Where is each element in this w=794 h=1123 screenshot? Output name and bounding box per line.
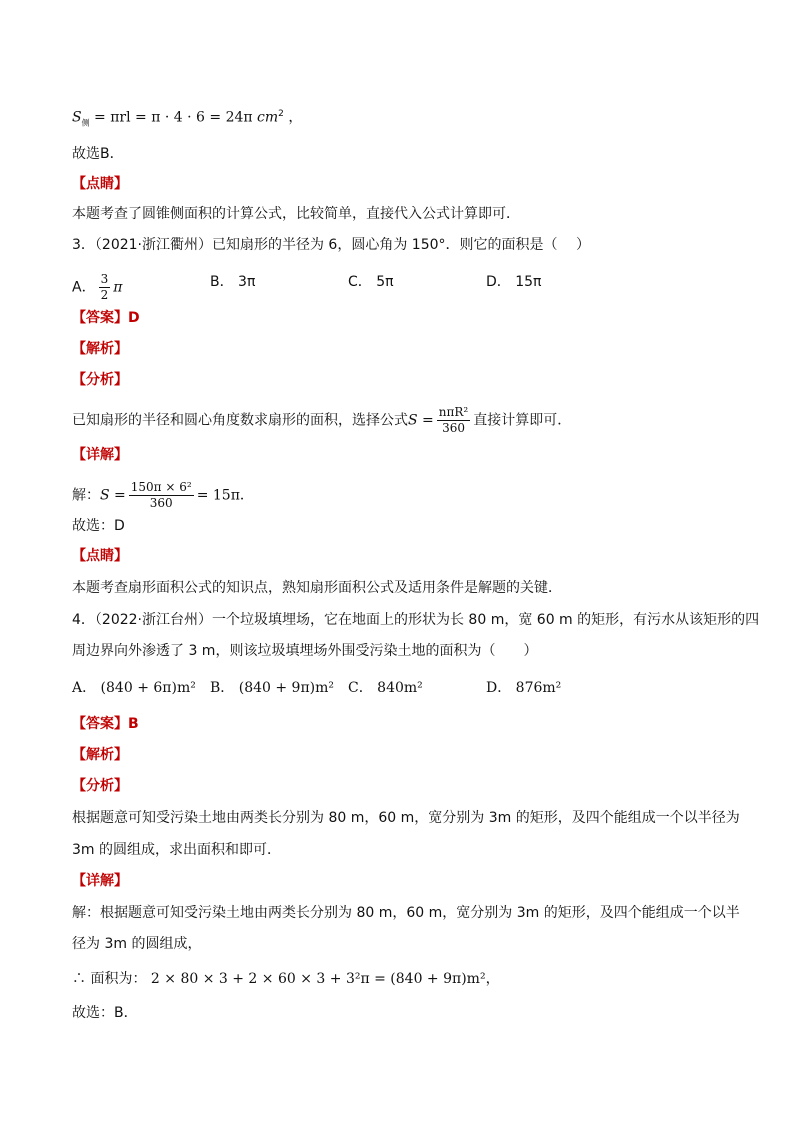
q3-comment: 本题考查扇形面积公式的知识点，熟知扇形面积公式及适用条件是解题的关键． [72,580,562,596]
q3-choice: 故选：D [72,518,125,534]
q3-option-d: D． 15π [486,274,542,290]
q4-option-d: D． 876m² [486,680,562,696]
q4-option-b: B． (840 + 9π)m² [210,680,335,696]
q3-option-a-fraction [99,272,111,303]
q3-fenxi-text: 已知扇形的半径和圆心角度数求扇形的面积，选择公式 [72,412,408,429]
q3-fenxi-fraction [437,405,470,436]
formula-rhs: = πrl = π · 4 · 6 = 24π [94,109,253,126]
q3-fenxi-formula-lhs: S = [408,412,434,429]
q3-xiangjie-rhs: = 15π． [196,487,254,504]
q3-xiangjie-fraction [129,480,194,511]
q3-stem: 3．（2021·浙江衢州）已知扇形的半径为 6，圆心角为 150°．则它的面积是（ ） [72,237,590,253]
q3-fenxi-tag: 【分析】 [72,372,128,388]
q3-jiexi: 【解析】 [72,341,128,357]
prev-comment: 本题考查了圆锥侧面积的计算公式，比较简单，直接代入公式计算即可． [72,206,520,222]
formula-subscript: 侧 [81,118,90,128]
q3-xiangjie-num: 150π × 6² [130,480,192,494]
q4-jiexi: 【解析】 [72,747,128,763]
q4-fenxi-line1: 根据题意可知受污染土地由两类长分别为 80 m，60 m，宽分别为 3m 的矩形，及四个能组成一个以半径为 [72,810,740,826]
q4-xiangjie-line3: ∴ 面积为： 2 × 80 × 3 + 2 × 60 × 3 + 3²π = (840 + 9π)m²， [72,971,500,987]
prev-comment-tag: 【点睛】 [72,176,128,192]
q4-xiangjie-line1: 解：根据题意可知受污染土地由两类长分别为 80 m，60 m，宽分别为 3m 的矩形，及四个能组成一个以半 [72,905,740,921]
q4-answer: 【答案】B [72,716,139,732]
prev-choice: 故选B． [72,146,124,162]
q3-option-c: C． 5π [348,274,394,290]
q4-xiangjie-line2: 径为 3m 的圆组成， [72,936,202,952]
q3-xiangjie [72,480,254,511]
q4-fenxi-line2: 3m 的圆组成，求出面积和即可． [72,842,281,858]
q4-option-a: A． (840 + 6π)m² [72,680,196,696]
q4-fenxi-tag: 【分析】 [72,778,128,794]
formula-trail: ， [288,109,303,126]
q4-option-c: C． 840m² [348,680,423,696]
q3-comment-tag: 【点睛】 [72,548,128,564]
q3-option-a-tail: π [113,279,123,296]
q3-option-a-den: 2 [100,288,109,302]
q4-xiangjie-tag: 【详解】 [72,873,128,889]
q3-option-a-label: A． [72,279,96,296]
q4-stem-line1: 4．（2022·浙江台州）一个垃圾填埋场，它在地面上的形状为长 80 m，宽 60 m 的矩形，有污水从该矩形的四 [72,612,760,628]
q3-xiangjie-prefix: 解： [72,487,100,504]
q3-fenxi-tail: 直接计算即可． [473,412,572,429]
q3-xiangjie-den: 360 [149,496,173,510]
q3-option-b: B． 3π [210,274,256,290]
q4-stem-line2: 周边界向外渗透了 3 m，则该垃圾填埋场外围受污染土地的面积为（ ） [72,643,538,659]
q3-xiangjie-tag: 【详解】 [72,447,128,463]
formula-unit-sup: 2 [278,109,284,119]
formula-lhs: S [72,109,82,126]
q3-fenxi-num: nπR² [438,405,469,419]
q3-option-a [72,272,122,303]
q3-xiangjie-lhs: S = [100,487,126,504]
q3-option-a-num: 3 [100,272,109,286]
q3-answer: 【答案】D [72,310,140,326]
formula-unit: cm [257,109,279,126]
q3-fenxi-den: 360 [442,421,465,435]
formula-line [72,104,302,133]
q4-choice: 故选：B． [72,1005,138,1021]
q3-fenxi [72,405,571,436]
